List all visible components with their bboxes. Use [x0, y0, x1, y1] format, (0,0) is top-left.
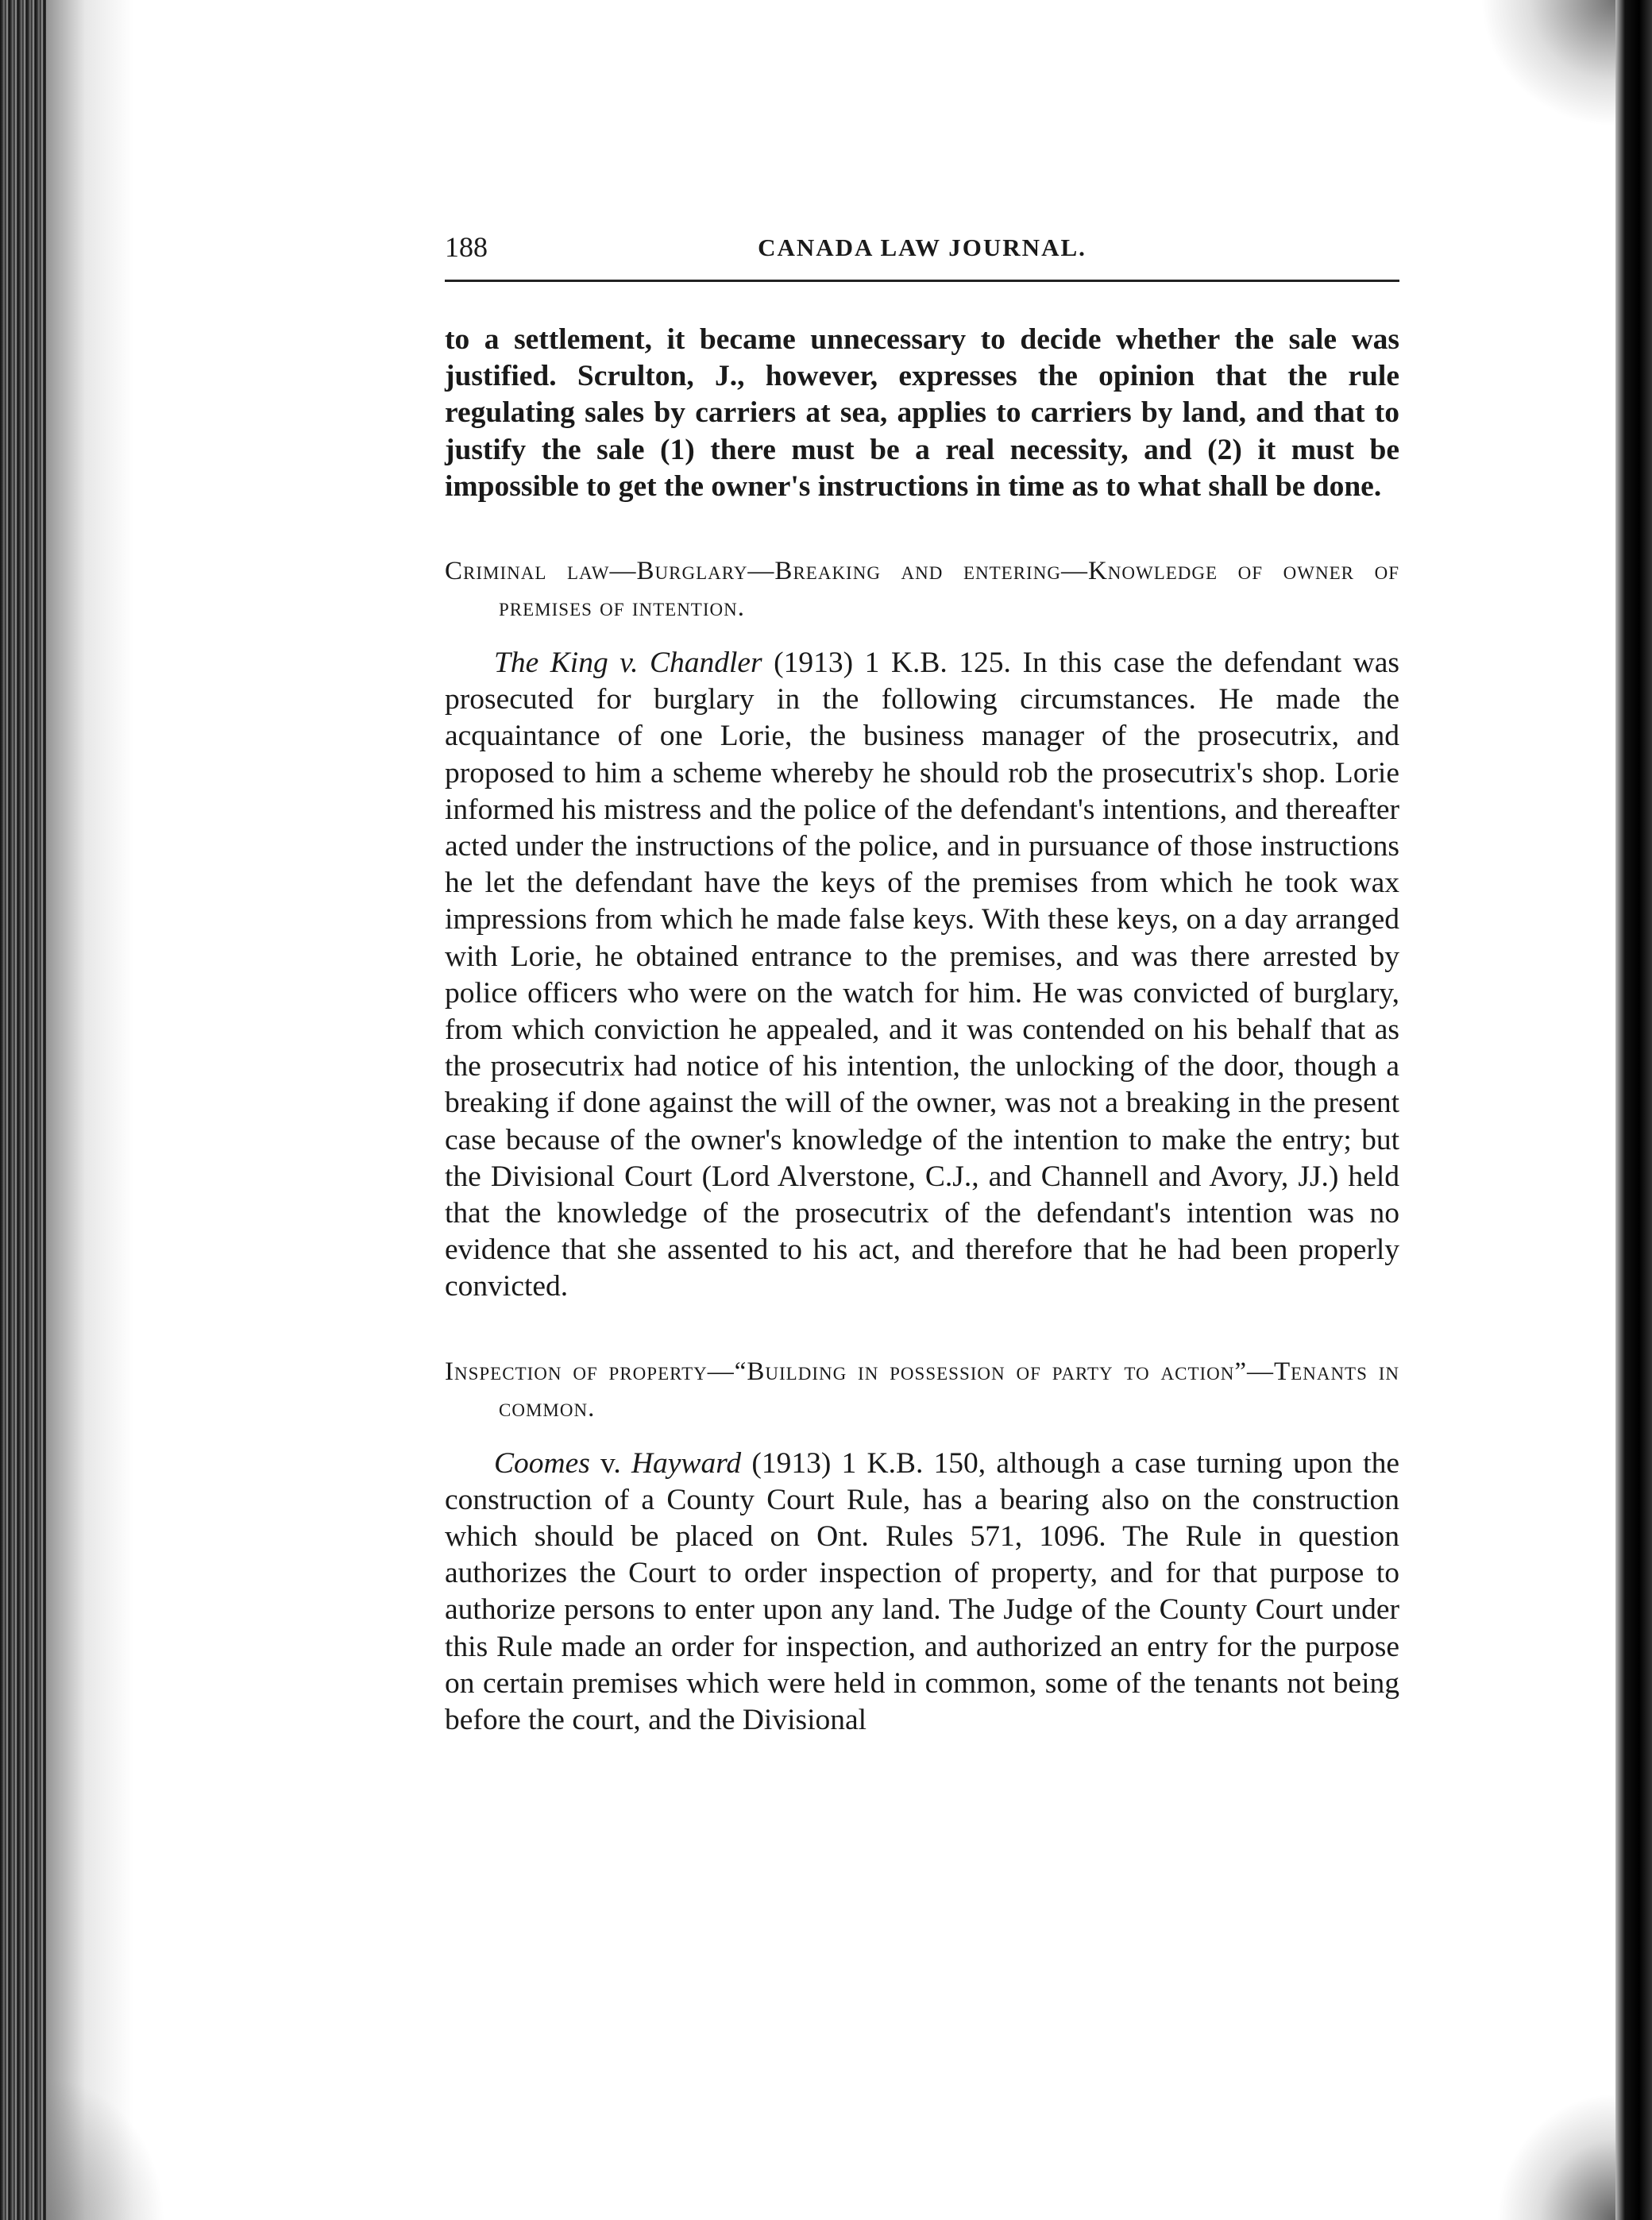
- page-edge-right: [1615, 0, 1652, 2220]
- case-name-hayward: Hayward: [631, 1446, 742, 1480]
- page-number: 188: [445, 231, 488, 263]
- case-name-king-v-chandler: The King v. Chandler: [494, 647, 762, 680]
- journal-title: CANADA LAW JOURNAL.: [758, 234, 1087, 261]
- paragraph-text: (1913) 1 K.B. 150, although a case turning upon the construction of a County Court Rule, has a bearing also on the construction which should be placed on Ont. Rules 571, 1096. The Rule in question authorizes the Court to order inspection of property, and for that purpose to authorize persons to enter upon any land. The Judge of the County Court under this Rule made an order for inspection, and authorized an entry for the purpose on certain premises which were held in common, some of the tenants not being before the court, and the Divisional: [445, 1446, 1399, 1737]
- paragraph-coomes-v-hayward: [445, 1446, 1399, 1739]
- paragraph-king-v-chandler: [445, 645, 1399, 1306]
- gutter-shadow: [46, 0, 133, 2220]
- header-rule: [445, 280, 1399, 282]
- journal-page: [445, 230, 1399, 1739]
- scan-shadow-bottom-right: [1496, 2093, 1615, 2220]
- scan-shadow-bottom-left: [46, 2077, 165, 2220]
- heading-inspection-of-property: Inspection of property—“Building in possession of party to action”—Tenants in common.: [445, 1357, 1399, 1423]
- book-binding-left: [0, 0, 46, 2220]
- case-name-coomes: Coomes: [494, 1446, 590, 1480]
- heading-criminal-law: Criminal law—Burglary—Breaking and entering—Knowledge of owner of premises of intention.: [445, 557, 1399, 623]
- scan-shadow-top-right: [1480, 0, 1615, 127]
- paragraph-carriers-sale: to a settlement, it became unnecessary to decide whether the sale was justified. Scrulton, J., however, expresses the opinion that the rule regulating sales by carriers at sea, applies to carriers by land, and that to justify the sale (1) there must be a real necessity, and (2) it must be impossible to get the owner's instructions in time as to what shall be done.: [445, 323, 1399, 503]
- paragraph-text: (1913) 1 K.B. 125. In this case the defendant was prosecuted for burglary in the following circumstances. He made the acquaintance of one Lorie, the business manager of the prosecutrix, and proposed to him a scheme whereby he should rob the prosecutrix's shop. Lorie informed his mistress and the police of the defendant's intentions, and thereafter acted under the instructions of the police, and in pursuance of those instructions he let the defendant have the keys of the premises from which he took wax impressions from which he made false keys. With these keys, on a day arranged with Lorie, he obtained entrance to the premises, and was there arrested by police officers who were on the watch for him. He was convicted of burglary, from which conviction he appealed, and it was contended on his behalf that as the prosecutrix had notice of his intention, the unlocking of the door, though a breaking if done against the will of the owner, was not a breaking in the present case because of the owner's knowledge of the intention to make the entry; but the Divisional Court (Lord Alverstone, C.J., and Channell and Avory, JJ.) held that the knowledge of the prosecutrix of the defendant's intention was no evidence that she assented to his act, and therefore that he had been properly convicted.: [445, 647, 1399, 1303]
- case-versus: v.: [589, 1446, 631, 1480]
- running-head: [445, 230, 1399, 268]
